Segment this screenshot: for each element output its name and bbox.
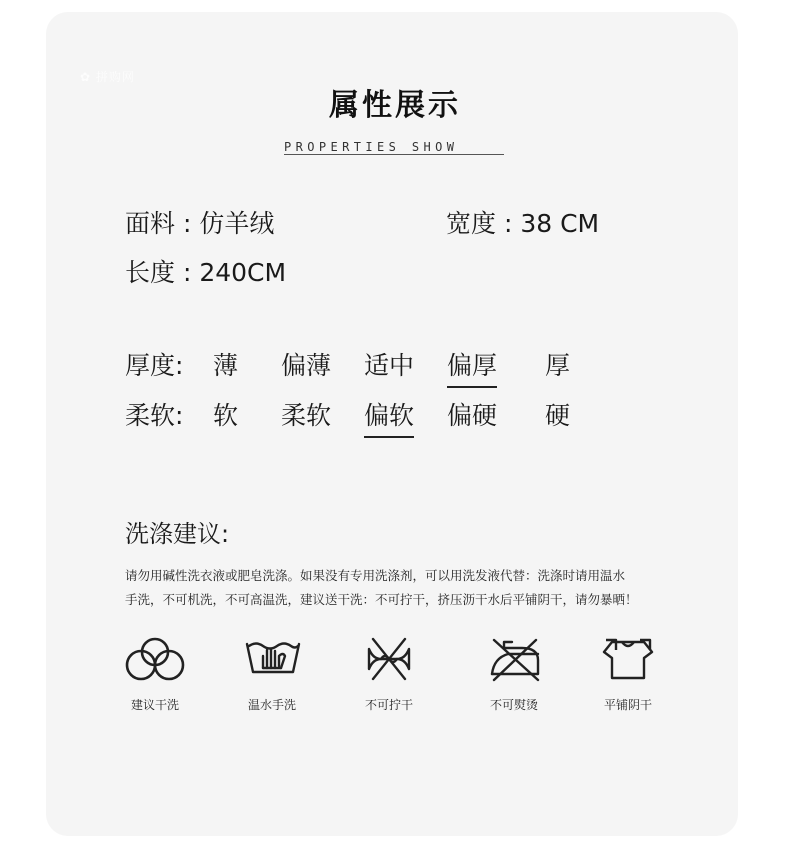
care-label-flat-dry: 平铺阴干 <box>603 698 652 712</box>
page-subtitle: PROPERTIES SHOW <box>284 140 459 154</box>
scale-label-softness: 柔软: <box>125 401 184 430</box>
scale-label-thickness: 厚度: <box>125 351 184 380</box>
care-label-no-wring: 不可拧干 <box>364 698 413 712</box>
attr-length: 长度 : 240CM <box>125 258 287 287</box>
subtitle-block <box>284 140 508 156</box>
softness-option-selected: 偏软 <box>364 396 414 432</box>
washing-instructions <box>125 564 685 612</box>
care-label-dry-clean: 建议干洗 <box>130 698 179 712</box>
thickness-option: 适中 <box>364 351 415 380</box>
subtitle-underline <box>284 154 504 155</box>
flat-dry-shade-icon <box>602 636 654 682</box>
no-iron-icon <box>488 636 542 682</box>
dry-clean-icon <box>124 636 186 682</box>
washing-text-line: 手洗，不可机洗，不可高温洗，建议送干洗：不可拧干，挤压沥干水后平铺阴干，请勿暴晒！ <box>125 592 638 607</box>
no-wring-icon <box>365 636 413 682</box>
thickness-option: 偏薄 <box>281 351 332 380</box>
softness-option: 柔软 <box>281 401 332 430</box>
care-label-hand-wash: 温水手洗 <box>247 698 296 712</box>
attr-width: 宽度 : 38 CM <box>446 209 600 238</box>
softness-option: 软 <box>213 401 239 430</box>
page-title: 属性展示 <box>329 88 461 123</box>
care-label-no-iron: 不可熨烫 <box>489 698 538 712</box>
thickness-option: 薄 <box>213 351 239 380</box>
attr-fabric: 面料 : 仿羊绒 <box>125 209 275 238</box>
watermark: ✿ 拼购网 <box>80 70 135 84</box>
washing-title: 洗涤建议: <box>125 520 230 548</box>
softness-option: 偏硬 <box>447 401 498 430</box>
hand-wash-icon <box>245 636 301 676</box>
washing-text-line: 请勿用碱性洗衣液或肥皂洗涤。如果没有专用洗涤剂，可以用洗发液代替：洗涤时请用温水 <box>125 568 626 583</box>
softness-option: 硬 <box>545 401 571 430</box>
thickness-option: 厚 <box>545 351 571 380</box>
thickness-option-selected: 偏厚 <box>447 346 497 382</box>
